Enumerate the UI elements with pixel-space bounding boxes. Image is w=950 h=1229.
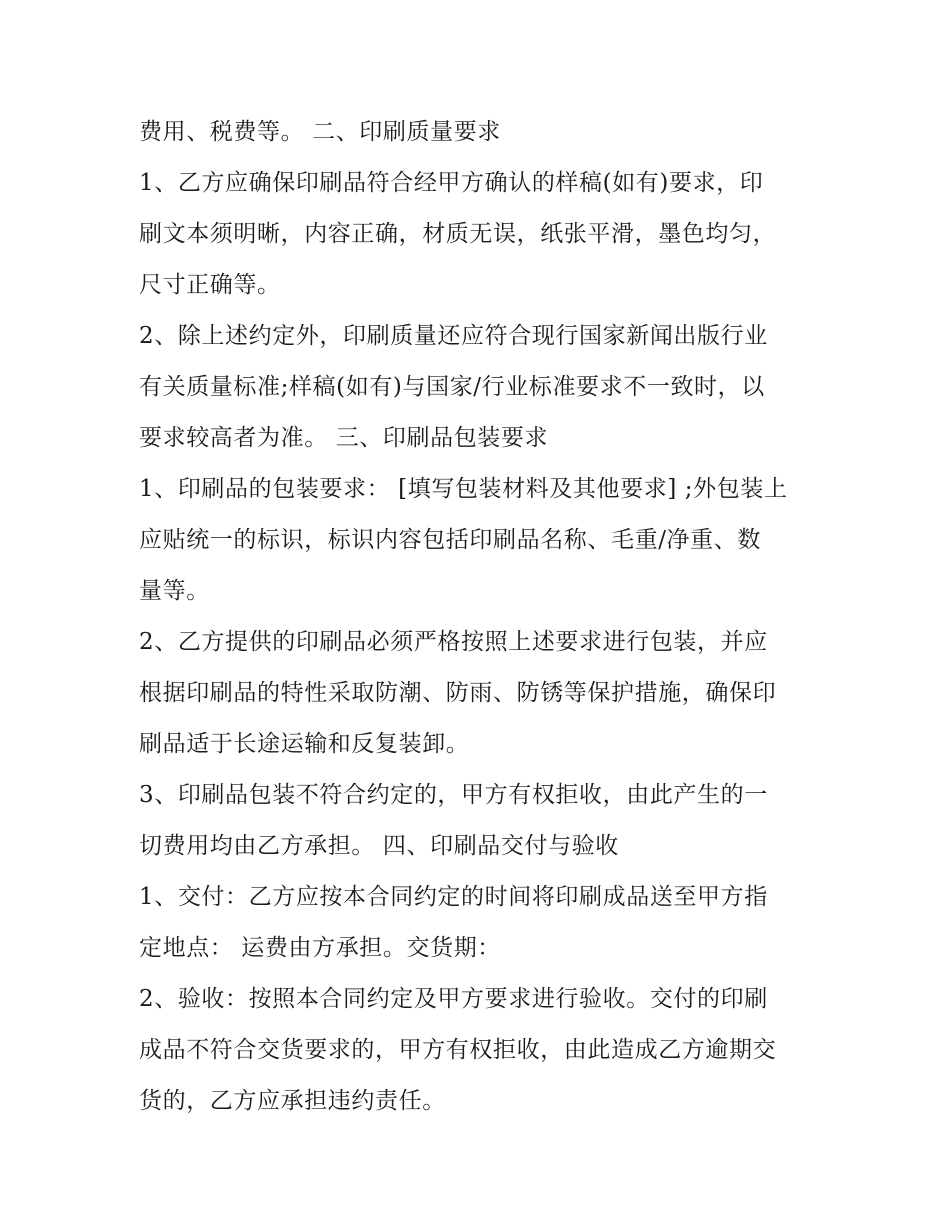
text-line: 应贴统一的标识，标识内容包括印刷品名称、毛重/净重、数 (139, 527, 761, 553)
text-line: 2、验收：按照本合同约定及甲方要求进行验收。交付的印刷 (139, 986, 768, 1012)
contract-body-text (139, 107, 829, 1127)
text-line: 2、乙方提供的印刷品必须严格按照上述要求进行包装，并应 (139, 629, 768, 655)
text-line: 3、印刷品包装不符合约定的，甲方有权拒收，由此产生的一 (139, 782, 768, 808)
text-line: 根据印刷品的特性采取防潮、防雨、防锈等保护措施，确保印 (139, 680, 777, 706)
text-line: 1、交付：乙方应按本合同约定的时间将印刷成品送至甲方指 (139, 884, 768, 910)
text-line: 尺寸正确等。 (139, 272, 281, 298)
text-line: 定地点： 运费由方承担。交货期： (139, 935, 501, 961)
text-line: 刷文本须明晰，内容正确，材质无误，纸张平滑，墨色均匀， (139, 221, 777, 247)
text-line: 刷品适于长途运输和反复装卸。 (139, 731, 470, 757)
text-line: 2、除上述约定外，印刷质量还应符合现行国家新闻出版行业 (139, 323, 768, 349)
text-line: 要求较高者为准。 三、印刷品包装要求 (139, 425, 549, 451)
text-line: 量等。 (139, 578, 210, 604)
text-line: 切费用均由乙方承担。 四、印刷品交付与验收 (139, 833, 619, 859)
text-line: 货的，乙方应承担违约责任。 (139, 1088, 446, 1114)
text-line: 1、乙方应确保印刷品符合经甲方确认的样稿(如有)要求，印 (139, 170, 764, 196)
text-line: 有关质量标准;样稿(如有)与国家/行业标准要求不一致时，以 (139, 374, 765, 400)
text-line: 成品不符合交货要求的，甲方有权拒收，由此造成乙方逾期交 (139, 1037, 777, 1063)
text-line: 1、印刷品的包装要求： [填写包装材料及其他要求] ;外包装上 (139, 476, 788, 502)
text-line: 费用、税费等。 二、印刷质量要求 (139, 119, 501, 145)
